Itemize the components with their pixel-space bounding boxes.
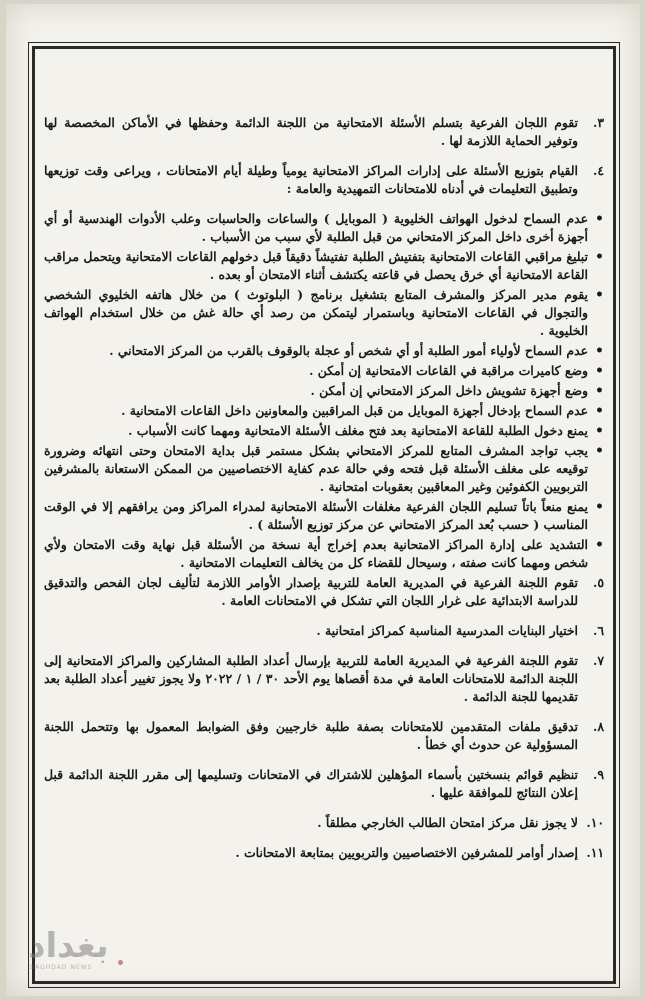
item-text: التشديد على إدارة المراكز الامتحانية بعدم إخراج أية نسخة من الأسئلة قبل نهاية وقت الامتحان ولأي شخص ومهما كانت صفته ، وسيحال للقضاء كل من يخالف التعليمات الامتحانية . xyxy=(44,537,588,570)
item-number: ٥. xyxy=(593,575,604,590)
item-number: ٦. xyxy=(593,623,604,638)
item-text: القيام بتوزيع الأسئلة على إدارات المراكز الامتحانية يومياً وطيلة أيام الامتحانات ، ويراعى وقت توزيعها وتطبيق التعليمات في أدناه للامتحانات التمهيدية والعامة : xyxy=(44,163,578,196)
item-text: يمنع دخول الطلبة للقاعة الامتحانية بعد فتح مغلف الأسئلة الامتحانية ومهما كانت الأسباب . xyxy=(128,423,588,438)
list-item xyxy=(44,210,604,246)
list-item xyxy=(44,766,604,802)
list-item xyxy=(44,718,604,754)
item-number: ٣. xyxy=(593,115,604,130)
bullet-icon: • xyxy=(595,403,604,419)
item-text: اختيار البنايات المدرسية المناسبة كمراكز امتحانية . xyxy=(316,623,578,638)
item-text: يقوم مدير المركز والمشرف المتابع بتشغيل برنامج ( البلوتوث ) من خلال هاتفه الخليوي الشخصي والتجوال في القاعات الامتحانية وباستمرار ليتمكن من رصد أي حالة غش من خلال استخدام الهواتف الخليوية . xyxy=(44,287,588,338)
watermark-subtext: BAGHDAD NEWS xyxy=(30,964,93,971)
bullet-icon: • xyxy=(595,211,604,227)
document-body xyxy=(44,114,604,934)
list-item xyxy=(44,342,604,360)
item-number: ٨. xyxy=(593,719,604,734)
list-item xyxy=(44,248,604,284)
list-item xyxy=(44,382,604,400)
list-item xyxy=(44,286,604,340)
watermark-text: بغداد xyxy=(28,926,109,966)
item-text: تبليغ مراقبي القاعات الامتحانية بتفتيش الطلبة تفتيشاً دقيقاً قبل دخولهم القاعات الامتحانية ويتحمل مراقب القاعة الامتحانية أي خرق يحصل في قاعته يكتشف أثناء الامتحان أو بعده . xyxy=(44,249,588,282)
item-text: تنظيم قوائم بنسختين بأسماء المؤهلين للاشتراك في الامتحانات وتسليمها إلى مقرر اللجنة الدائمة قبل إعلان النتائج للموافقة عليها . xyxy=(44,767,578,800)
bullet-icon: • xyxy=(595,287,604,303)
bullet-icon: • xyxy=(595,499,604,515)
list-item xyxy=(44,536,604,572)
list-item xyxy=(44,844,604,862)
list-item xyxy=(44,442,604,496)
bullet-icon: • xyxy=(595,383,604,399)
bullet-icon: • xyxy=(595,249,604,265)
item-text: تدقيق ملفات المتقدمين للامتحانات بصفة طلبة خارجيين وفق الضوابط المعمول بها وتتحمل اللجنة المسؤولية عن حدوث أي خطأ . xyxy=(44,719,578,752)
list-item xyxy=(44,498,604,534)
item-text: يجب تواجد المشرف المتابع للمركز الامتحاني بشكل مستمر قبل بداية الامتحان وحتى انتهائه وضرورة توقيعه على مغلف الأسئلة قبل فتحه وفي حالة عدم كفاية الاختصاصيين من الممكن الاستعانة بالمشرفين التربويين الكفوئين وغير المعاقبين بعقوبات امتحانية . xyxy=(44,443,588,494)
item-text: عدم السماح لأولياء أمور الطلبة أو أي شخص أو عجلة بالوقوف بالقرب من المركز الامتحاني . xyxy=(109,343,588,358)
item-text: وضع أجهزة تشويش داخل المركز الامتحاني إن أمكن . xyxy=(310,383,588,398)
bullet-icon: • xyxy=(595,363,604,379)
document-page xyxy=(6,4,640,996)
bullet-icon: • xyxy=(595,443,604,459)
item-text: تقوم اللجان الفرعية بتسلم الأسئلة الامتحانية من اللجنة الدائمة وحفظها في الأماكن المخصصة لها وتوفير الحماية اللازمة لها . xyxy=(44,115,578,148)
watermark-dot-icon xyxy=(118,960,123,965)
list-item xyxy=(44,422,604,440)
item-text: لا يجوز نقل مركز امتحان الطالب الخارجي مطلقاً . xyxy=(317,815,578,830)
list-item xyxy=(44,814,604,832)
item-text: تقوم اللجنة الفرعية في المديرية العامة للتربية بإرسال أعداد الطلبة المشاركين والمراكز الامتحانية إلى اللجنة الدائمة للامتحانات العامة في مدة أقصاها يوم الأحد ٣٠ / ١ / ٢٠٢٢ ولا يجوز تغيير أعداد الطلبة بعد تقديمها للجنة الدائمة . xyxy=(44,653,579,704)
item-text: إصدار أوامر للمشرفين الاختصاصيين والتربويين بمتابعة الامتحانات . xyxy=(235,845,578,860)
item-text: تقوم اللجنة الفرعية في المديرية العامة للتربية بإصدار الأوامر اللازمة لتأليف لجان الفحص والتدقيق للدراسة الابتدائية على غرار اللجان التي تشكل في الامتحانات العامة . xyxy=(44,575,578,608)
item-number: ١٠. xyxy=(586,815,604,830)
list-item xyxy=(44,114,604,150)
item-text: عدم السماح بإدخال أجهزة الموبايل من قبل المراقبين والمعاونين داخل القاعات الامتحانية . xyxy=(121,403,588,418)
bullet-icon: • xyxy=(595,537,604,553)
list-item xyxy=(44,162,604,198)
list-item xyxy=(44,402,604,420)
list-item xyxy=(44,362,604,380)
item-text: عدم السماح لدخول الهواتف الخليوية ( الموبايل ) والساعات والحاسبات وعلب الأدوات الهندسية أو أي أجهزة أخرى داخل المركز الامتحاني من قبل الطلبة لأي سبب من الأسباب . xyxy=(44,211,588,244)
item-number: ٩. xyxy=(593,767,604,782)
item-text: وضع كاميرات مراقبة في القاعات الامتحانية إن أمكن . xyxy=(309,363,588,378)
item-number: ٧. xyxy=(593,653,604,668)
list-item xyxy=(44,622,604,640)
news-watermark-logo xyxy=(24,926,134,974)
item-text: يمنع منعاً باتاً تسليم اللجان الفرعية مغلفات الأسئلة الامتحانية لمدراء المراكز ومن يرافقهم إلا في الوقت المناسب ( حسب بُعد المركز الامتحاني عن مركز توزيع الأسئلة ) . xyxy=(44,499,588,532)
item-number: ٤. xyxy=(593,163,604,178)
bullet-icon: • xyxy=(595,343,604,359)
list-item xyxy=(44,652,604,706)
list-item xyxy=(44,574,604,610)
bullet-icon: • xyxy=(595,423,604,439)
item-number: ١١. xyxy=(586,845,604,860)
